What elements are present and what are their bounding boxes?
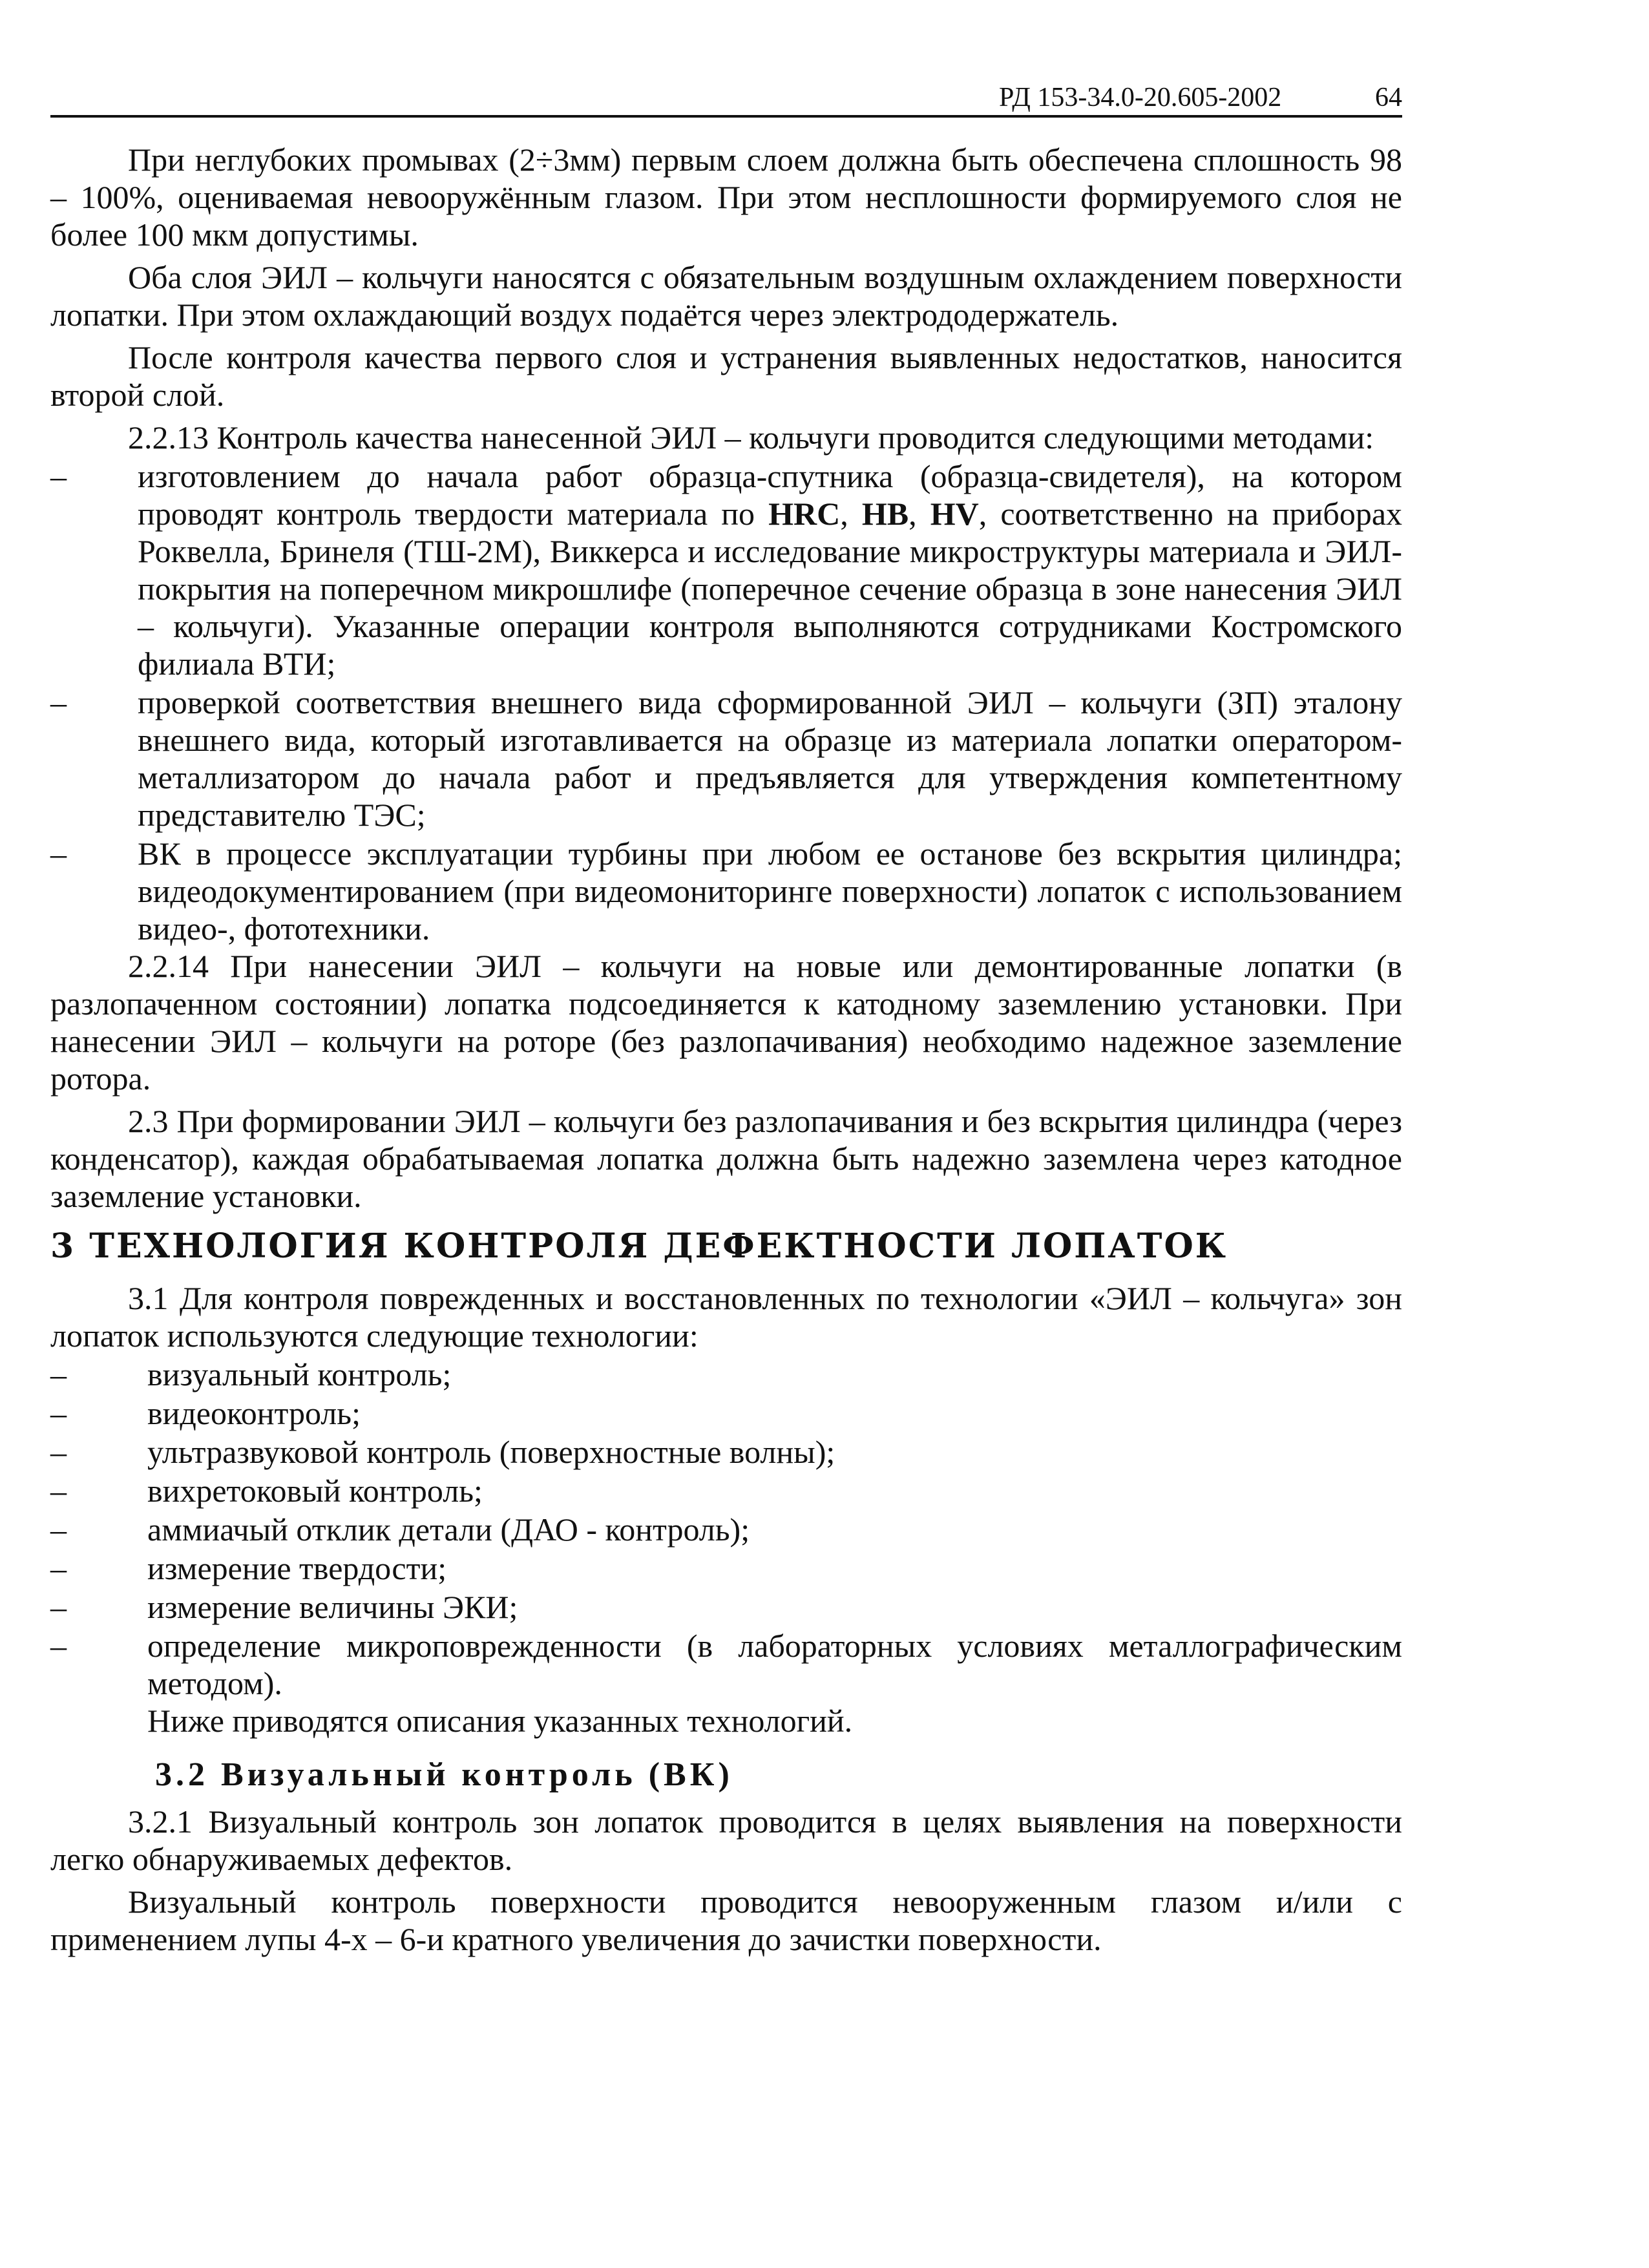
hardness-scale-hrc: HRC [768,496,841,532]
document-code: РД 153-34.0-20.605-2002 [999,83,1282,112]
list-item-text: вихретоковый контроль; [147,1473,483,1509]
paragraph: 2.2.14 При нанесении ЭИЛ – кольчуги на новые или демонтированные лопатки (в разлопаченном состоянии) лопатка подсоединяется к катодному заземлению установки. При нанесении ЭИЛ – кольчуги на роторе (без разлопачивания) необходимо надежное заземление ротора. [50,948,1402,1097]
list-item [50,1627,1402,1702]
paragraph: 3.2.1 Визуальный контроль зон лопаток проводится в целях выявления на поверхности легко обнаруживаемых дефектов. [50,1803,1402,1877]
list-item [50,684,1402,834]
list-item-text: аммиачый отклик детали (ДАО - контроль); [147,1511,750,1548]
list-item-text: видеоконтроль; [147,1395,361,1431]
list-dash: – [50,1473,67,1509]
list-item [50,1394,1402,1432]
list-item [50,1433,1402,1471]
paragraph: 3.1 Для контроля поврежденных и восстановленных по технологии «ЭИЛ – кольчуга» зон лопаток используются следующие технологии: [50,1280,1402,1354]
list-item-text: изготовлением до начала работ образца-спутника (образца-свидетеля), на котором проводят контроль твердости материала по HRC, HB, HV, соответственно на приборах Роквелла, Бринеля (ТШ-2М), Виккерса и исследование микроструктуры материала и ЭИЛ-покрытия на поперечном микрошлифе (поперечное сечение образца в зоне нанесения ЭИЛ – кольчуги). Указанные операции контроля выполняются сотрудниками Костромского филиала ВТИ; [138,458,1403,682]
list-dash: – [50,1628,67,1664]
paragraph: Ниже приводятся описания указанных технологий. [147,1703,853,1739]
quality-control-methods-list [50,457,1402,947]
list-item [50,1472,1402,1509]
list-item [50,1549,1402,1587]
list-item-text: проверкой соответствия внешнего вида сформированной ЭИЛ – кольчуги (ЗП) эталону внешнего вида, который изготавливается на образце из материала лопатки оператором-металлизатором до начала работ и предъявляется для утверждения компетентному представителю ТЭС; [138,684,1402,833]
paragraph: Визуальный контроль поверхности проводится невооруженным глазом и/или с применением лупы 4-х – 6-и кратного увеличения до зачистки поверхности. [50,1884,1402,1957]
list-dash: – [50,1589,67,1625]
paragraph: При неглубоких промывах (2÷3мм) первым слоем должна быть обеспечена сплошность 98 – 100%, оцениваемая невооружённым глазом. При этом несплошности формируемого слоя не более 100 мкм допустимы. [50,142,1402,253]
subsection-heading: 3.2 Визуальный контроль (ВК) [155,1756,733,1793]
list-item [50,1588,1402,1626]
list-item [50,1511,1402,1548]
list-dash: – [50,458,67,494]
list-dash: – [50,835,67,872]
paragraph: Оба слоя ЭИЛ – кольчуги наносятся с обязательным воздушным охлаждением поверхности лопатки. При этом охлаждающий воздух подаётся через электрододержатель. [50,259,1402,333]
inspection-technologies-list [50,1356,1402,1702]
list-item [50,835,1402,947]
list-dash: – [50,1550,67,1586]
hardness-scale-hb: HB [861,496,909,532]
list-item-text: визуальный контроль; [147,1356,452,1392]
list-dash: – [50,1395,67,1431]
list-dash: – [50,1511,67,1548]
list-item-text: ВК в процессе эксплуатации турбины при любом ее останове без вскрытия цилиндра; видеодокументированием (при видеомониторинге поверхности) лопаток с использованием видео-, фототехники. [138,835,1402,947]
body-text [50,141,1402,1958]
hardness-scale-hv: HV [930,496,979,532]
list-item-text: измерение величины ЭКИ; [147,1589,518,1625]
paragraph: 2.3 При формировании ЭИЛ – кольчуги без разлопачивания и без вскрытия цилиндра (через конденсатор), каждая обрабатываемая лопатка должна быть надежно заземлена через катодное заземление установки. [50,1103,1402,1214]
list-dash: – [50,1356,67,1392]
list-item [50,1356,1402,1393]
paragraph: 2.2.13 Контроль качества нанесенной ЭИЛ – кольчуги проводится следующими методами: [128,419,1374,456]
list-item [50,457,1402,682]
page-header [50,81,1402,114]
header-rule [50,115,1402,118]
list-dash: – [50,684,67,720]
page-number: 64 [1375,83,1402,112]
section-heading: 3 ТЕХНОЛОГИЯ КОНТРОЛЯ ДЕФЕКТНОСТИ ЛОПАТОК [50,1226,1228,1266]
paragraph: После контроля качества первого слоя и устранения выявленных недостатков, наносится второй слой. [50,339,1402,413]
list-item-text: измерение твердости; [147,1550,447,1586]
list-item-text: определение микроповрежденности (в лабораторных условиях металлографическим методом). [147,1628,1402,1701]
list-item-text: ультразвуковой контроль (поверхностные волны); [147,1434,835,1470]
list-dash: – [50,1434,67,1470]
